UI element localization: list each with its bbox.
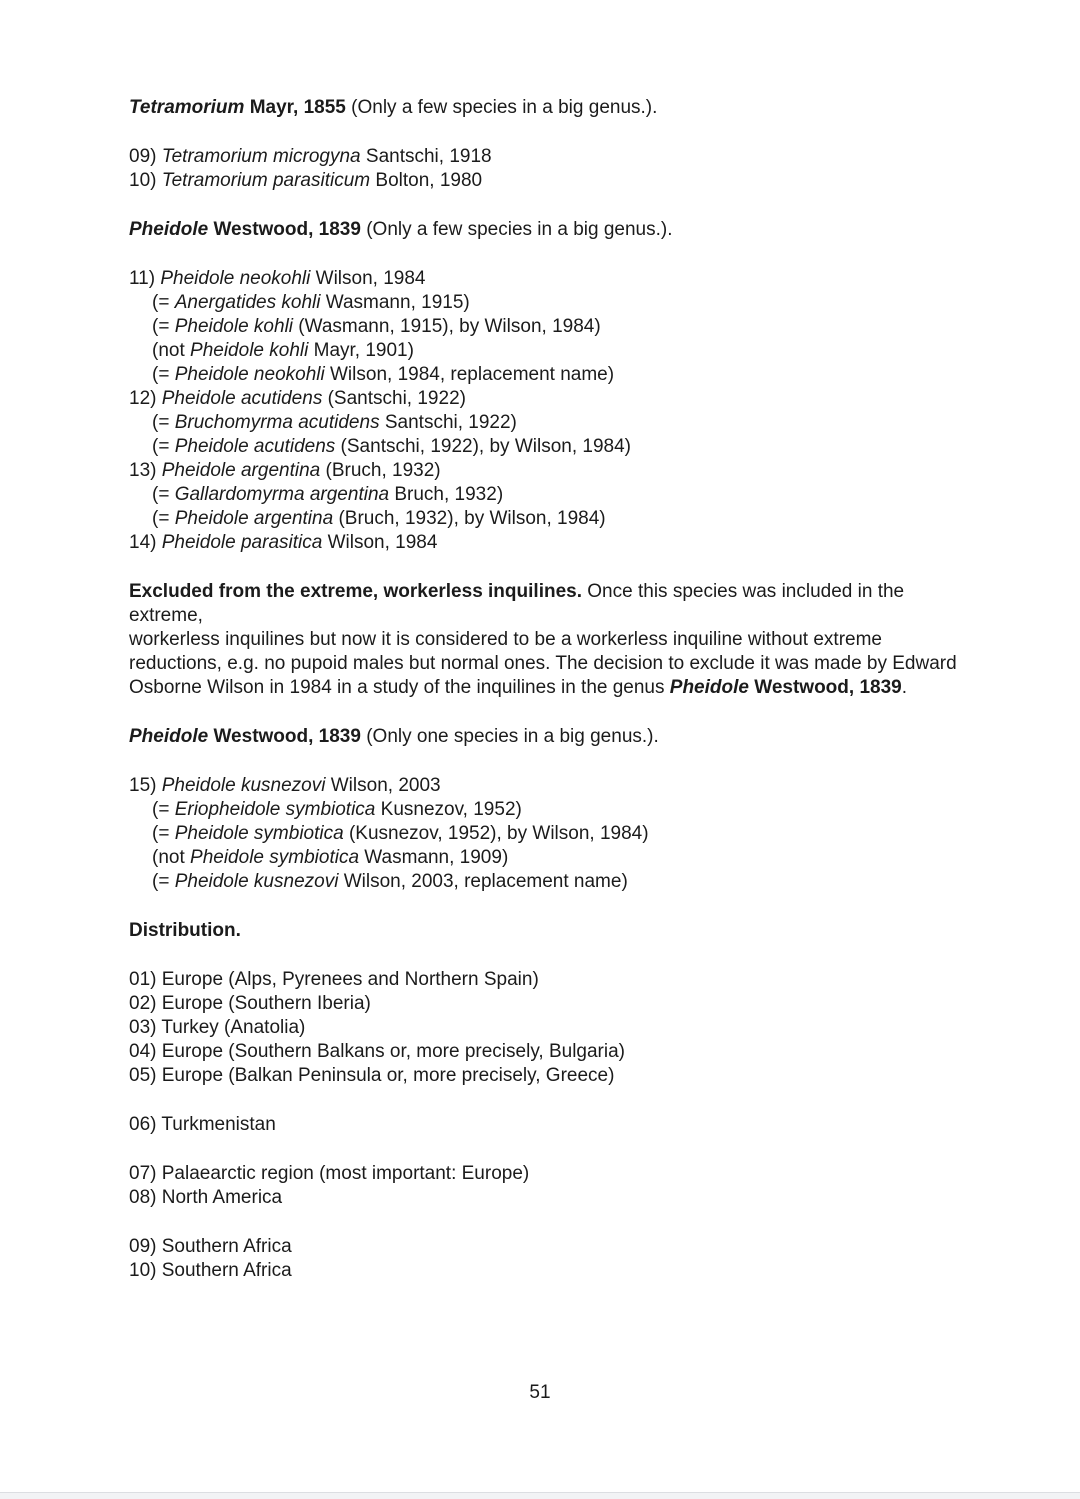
text-run: Wasmann, 1909)	[359, 847, 509, 868]
text-run: Pheidole	[129, 726, 209, 747]
text-run: Wilson, 1984	[310, 268, 426, 289]
text-line	[129, 1016, 969, 1040]
text-line	[129, 822, 969, 846]
text-line	[129, 387, 969, 411]
text-run: (Santschi, 1922), by Wilson, 1984)	[335, 436, 631, 457]
text-run: .	[901, 677, 908, 698]
text-run: Wilson, 1984	[322, 532, 438, 553]
text-run: (not	[152, 340, 191, 361]
text-line	[129, 968, 969, 992]
text-run: Excluded from the extreme, workerless inquilines.	[129, 581, 582, 602]
text-run: (=	[152, 412, 175, 433]
text-run: Pheidole	[129, 219, 209, 240]
text-run: 09) Southern Africa	[129, 1236, 292, 1257]
text-run: workerless inquilines but now it is considered to be a workerless inquiline without extreme	[129, 629, 882, 650]
text-line	[129, 459, 969, 483]
blank-line	[129, 1088, 969, 1113]
text-run: (=	[152, 316, 175, 337]
text-run: Pheidole kohli	[190, 340, 309, 361]
text-run: Santschi, 1918	[360, 146, 492, 167]
text-run: Distribution.	[129, 920, 241, 941]
text-run: Pheidole symbiotica	[190, 847, 360, 868]
document-content	[129, 96, 969, 1283]
text-run: Tetramorium parasiticum	[161, 170, 371, 191]
text-line	[129, 992, 969, 1016]
text-run: 10)	[129, 170, 162, 191]
text-run: (=	[152, 799, 175, 820]
text-line	[129, 411, 969, 435]
text-run: 08) North America	[129, 1187, 283, 1208]
blank-line	[129, 1210, 969, 1235]
blank-line	[129, 120, 969, 145]
text-run: (=	[152, 364, 175, 385]
text-run: Santschi, 1922)	[379, 412, 517, 433]
text-line	[129, 1064, 969, 1088]
text-line	[129, 507, 969, 531]
text-run: Wilson, 2003, replacement name)	[338, 871, 628, 892]
bottom-edge-strip	[0, 1492, 1080, 1499]
text-line	[129, 267, 969, 291]
text-line	[129, 846, 969, 870]
text-run: Tetramorium	[129, 97, 245, 118]
text-run: Bruchomyrma acutidens	[174, 412, 380, 433]
text-run: (=	[152, 823, 175, 844]
text-run: 04) Europe (Southern Balkans or, more precisely, Bulgaria)	[129, 1041, 626, 1062]
text-run: Wasmann, 1915)	[320, 292, 470, 313]
text-run: Once this species was included in the extreme,	[129, 581, 910, 626]
text-run: 12)	[129, 388, 162, 409]
blank-line	[129, 1137, 969, 1162]
text-run: (Santschi, 1922)	[322, 388, 466, 409]
text-line	[129, 531, 969, 555]
blank-line	[129, 894, 969, 919]
blank-line	[129, 700, 969, 725]
text-run: (=	[152, 871, 175, 892]
text-run: (Only one species in a big genus.).	[366, 726, 659, 747]
text-line	[129, 580, 969, 628]
text-run: Pheidole argentina	[174, 508, 334, 529]
text-run: Bolton, 1980	[370, 170, 483, 191]
text-run: Bruch, 1932)	[389, 484, 504, 505]
text-run: 13)	[129, 460, 162, 481]
text-run: Eriopheidole symbiotica	[174, 799, 376, 820]
text-run: Westwood, 1839	[748, 677, 902, 698]
text-run: 06) Turkmenistan	[129, 1114, 276, 1135]
blank-line	[129, 555, 969, 580]
text-run: Pheidole kusnezovi	[161, 775, 326, 796]
text-line	[129, 218, 969, 242]
text-line	[129, 145, 969, 169]
text-run: Tetramorium microgyna	[161, 146, 361, 167]
text-run: Pheidole kusnezovi	[174, 871, 339, 892]
text-line	[129, 870, 969, 894]
text-line	[129, 483, 969, 507]
text-line	[129, 1235, 969, 1259]
text-run: Wilson, 2003	[325, 775, 441, 796]
text-run: Pheidole neokohli	[174, 364, 325, 385]
blank-line	[129, 193, 969, 218]
text-run: Mayr, 1901)	[308, 340, 414, 361]
text-run: Kusnezov, 1952)	[375, 799, 522, 820]
text-run: Gallardomyrma argentina	[174, 484, 390, 505]
text-line	[129, 725, 969, 749]
text-line	[129, 919, 969, 943]
text-line	[129, 798, 969, 822]
text-run: Westwood, 1839	[208, 726, 367, 747]
text-run: 01) Europe (Alps, Pyrenees and Northern Spain)	[129, 969, 539, 990]
page-number: 51	[529, 1382, 551, 1403]
text-run: (Only a few species in a big genus.).	[366, 219, 673, 240]
text-run: (=	[152, 508, 175, 529]
text-run: Pheidole	[669, 677, 749, 698]
text-run: 15)	[129, 775, 162, 796]
text-run: (Only a few species in a big genus.).	[351, 97, 658, 118]
text-run: Pheidole symbiotica	[174, 823, 344, 844]
text-run: Pheidole argentina	[161, 460, 321, 481]
text-run: Mayr, 1855	[244, 97, 352, 118]
text-run: 03) Turkey (Anatolia)	[129, 1017, 306, 1038]
text-run: (Bruch, 1932), by Wilson, 1984)	[333, 508, 606, 529]
text-run: Osborne Wilson in 1984 in a study of the inquilines in the genus	[129, 677, 670, 698]
text-line	[129, 435, 969, 459]
text-run: (not	[152, 847, 191, 868]
text-line	[129, 339, 969, 363]
text-line	[129, 291, 969, 315]
blank-line	[129, 749, 969, 774]
text-run: (Kusnezov, 1952), by Wilson, 1984)	[343, 823, 649, 844]
text-line	[129, 628, 969, 652]
text-line	[129, 652, 969, 676]
text-line	[129, 315, 969, 339]
text-run: Pheidole kohli	[174, 316, 294, 337]
text-run: 05) Europe (Balkan Peninsula or, more precisely, Greece)	[129, 1065, 615, 1086]
text-run: 02) Europe (Southern Iberia)	[129, 993, 371, 1014]
blank-line	[129, 242, 969, 267]
text-run: (=	[152, 292, 175, 313]
text-line	[129, 1162, 969, 1186]
text-line	[129, 774, 969, 798]
text-line	[129, 1040, 969, 1064]
text-run: Pheidole neokohli	[160, 268, 311, 289]
text-run: 14)	[129, 532, 162, 553]
text-line	[129, 96, 969, 120]
text-run: Anergatides kohli	[174, 292, 321, 313]
text-run: reductions, e.g. no pupoid males but normal ones. The decision to exclude it was made by Edward	[129, 653, 957, 674]
text-run: 11)	[129, 268, 161, 289]
text-run: 09)	[129, 146, 162, 167]
text-line	[129, 169, 969, 193]
blank-line	[129, 943, 969, 968]
text-line	[129, 363, 969, 387]
text-run: 07) Palaearctic region (most important: Europe)	[129, 1163, 530, 1184]
text-run: (=	[152, 436, 175, 457]
text-line	[129, 1113, 969, 1137]
text-run: Pheidole acutidens	[161, 388, 323, 409]
text-run: Pheidole parasitica	[161, 532, 323, 553]
text-line	[129, 1186, 969, 1210]
text-run: 10) Southern Africa	[129, 1260, 292, 1281]
text-run: Pheidole acutidens	[174, 436, 336, 457]
text-line	[129, 676, 969, 700]
text-run: Westwood, 1839	[208, 219, 367, 240]
text-line	[129, 1259, 969, 1283]
text-run: Wilson, 1984, replacement name)	[324, 364, 615, 385]
text-run: (Wasmann, 1915), by Wilson, 1984)	[293, 316, 601, 337]
text-run: (Bruch, 1932)	[320, 460, 441, 481]
text-run: (=	[152, 484, 175, 505]
